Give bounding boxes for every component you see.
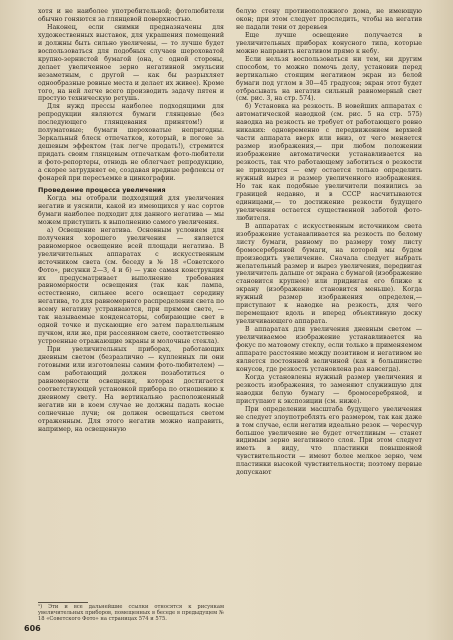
paragraph: Если нельзя воспользоваться ни тем, ни другим способом, то можно помочь делу, установив перед вертикально стоящим негативом экран из белой бумаги под углом в 30—45 градусов; экран этот будет отбрасывать на негатив сильный равномерный свет (см. рис. 3, на стр. 574). (236, 55, 422, 103)
section-heading: Проведение процесса увеличения (38, 185, 166, 194)
paragraph: Для нужд прессы наиболее подходящими для репродукции являются бумаги глянцевые (без последующего глянцевания принятом!) и полуматовые; бумаги шероховатые непригодны. Зеркальный блеск отпечатков, который, в погоне за дешевым эффектом (так легче продать!), стремится придать своим глянцевым отпечаткам фото-любители и фото-репортеры, отнюдь не облегчает репродукцию, а скорее затрудняет ее, создавая вредные рефлексы от фонарей при пересъемке в цинкографии. (38, 103, 224, 183)
footnote-rule (38, 602, 88, 603)
paragraph: Когда установлены нужный размер увеличения и резкость изображения, то заменяют служившую для наводки белую бумагу — бромосеребряной, и приступают к экспозиции (см. ниже). (236, 373, 422, 405)
paragraph: Еще лучше освещение получается в увеличительных приборах конусного типа, которые можно направить негативом прямо к небу. (236, 31, 422, 55)
footnote (38, 604, 224, 623)
paragraph: При определении масштаба будущего увеличения не следует злоупотреблять его размером, так как даже в том случае, если негатив идеально резок — чересчур большое увеличение не будет отчетливым — станет видимым зерно негативного слоя. При этом следует иметь в виду, что пластинки повышенной чувствительности — имеют более мелкое зерно, чем пластинки высокой чувствительности; поэтому первые допускают (236, 405, 422, 477)
page-number: 606 (24, 624, 41, 633)
paragraph: При увеличительных приборах, работающих дневным светом (безразлично — купленных ли они готовыми или изготовлены самим фото-любителем) — сам работающий должен позаботиться о равномерности освещения, которая достигается соответствующей установкой прибора по отношению к дневному свету. На вертикально расположенный негатив ни в коем случае не должны падать косые солнечные лучи; он должен освещаться светом отраженным. Для этого негатив можно направить, например, на освещенную (38, 346, 224, 433)
paragraph: а) Освещение негатива. Основным условием для получения хорошего увеличения — является равномерное освещение всей площади негатива. В увеличительных аппаратах с искусственным источником света (см. беседу в № 18 «Советского Фото», рисунки 2—3, 4 и 6) — уже самая конструкция их предусматривает выполнение требования равномерности освещения (так как лампа, естественно, сильнее всего освещает середину негатива, то для равномерного распределения света по всему негативу устраиваются, при прямом свете, — так называемые конденсаторы, собирающие свет в одной точке и пускающие его затем параллельным пучком, или же, при рассеянном свете, соответственно устроенные отражающие экраны и молочные стекла). (38, 226, 224, 346)
paragraph: хотя и не наиболее употребительной; фотолюбители обычно гоняются за глянцевой поверхностью. (38, 8, 224, 23)
paragraph: белую стену противоположного дома, не имеющую окон; при этом следует проследить, чтобы на негатив не падали тени от деревьев (236, 8, 422, 31)
paragraph: Когда мы отобрали подходящий для увеличения негатив и уяснили, какой из имеющихся у нас сортов бумаги наиболее подходит для данного негатива — мы можем приступить к выполнению самого увеличения. (38, 194, 224, 226)
paragraph: Наконец, если снимки предназначены для художественных выставок, для украшения помещений и должны быть сильно увеличены, — то лучше будет воспользоваться для подобных случаев шероховатой крупно-зернистой бумагой (она, с одной стороны, делает увеличенное зерно негативной эмульсии незаметным, с другой — как бы разрыхляет однообразные ровные места и делает их живее). Кроме того, на ней легче всего производить задачу пятен и простую техническую ретушь. (38, 23, 224, 103)
left-column (38, 8, 224, 434)
right-column (236, 8, 422, 477)
footnote-text: ¹) Эти и все дальнейшие ссылки относятся к рисункам увеличительных приборов, помещенных в беседе в предыдущем № 18 «Советского Фото» на страницах 574 и 575. (38, 604, 224, 623)
paragraph: В аппаратах для увеличения дневным светом — увеличиваемое изображение устанавливается на фокус по матовому стеклу, если только в применяемом аппарате расстояние между позитивом и негативом не является постоянной величиной (как в большинстве конусов, где резкость установлена раз навсегда). (236, 326, 422, 373)
paragraph: б) Установка на резкость. В новейших аппаратах с автоматической наводкой (см. рис. 5 на стр. 575) наводка на резкость не требует от работающего ровно никаких: одновременно с передвижением верхней части аппарата вверх или вниз, от чего меняется размер изображения,— при любом положении изображение автоматически устанавливается на резкость, так что работающему заботиться о резкости не приходится — ему остается только определить нужный вырез и размер увеличенного изображения. Но так как подобные увеличители появились за границей недавно, и в СССР насчитываются единицами,— то достижение резкости будущего увеличения остается существенной заботой фото-любителя. (236, 103, 422, 222)
paragraph: В аппаратах с искусственным источником света изображение устанавливается на резкость по белому листу бумаги, равному по размеру тому листу бромосеребряной бумаги, на которой мы будем производить увеличение. Сначала следует выбрать желательный размер и вырез увеличения, передвигая увеличитель дальше от экрана с бумагой (изображение становится крупнее) или придвигая его ближе к экрану (изображение становится меньше). Когда нужный размер изображения определен,— приступают к наводке на резкость, для чего перемещают вдоль и вперед объективную доску увеличивающего аппарата. (236, 222, 422, 326)
